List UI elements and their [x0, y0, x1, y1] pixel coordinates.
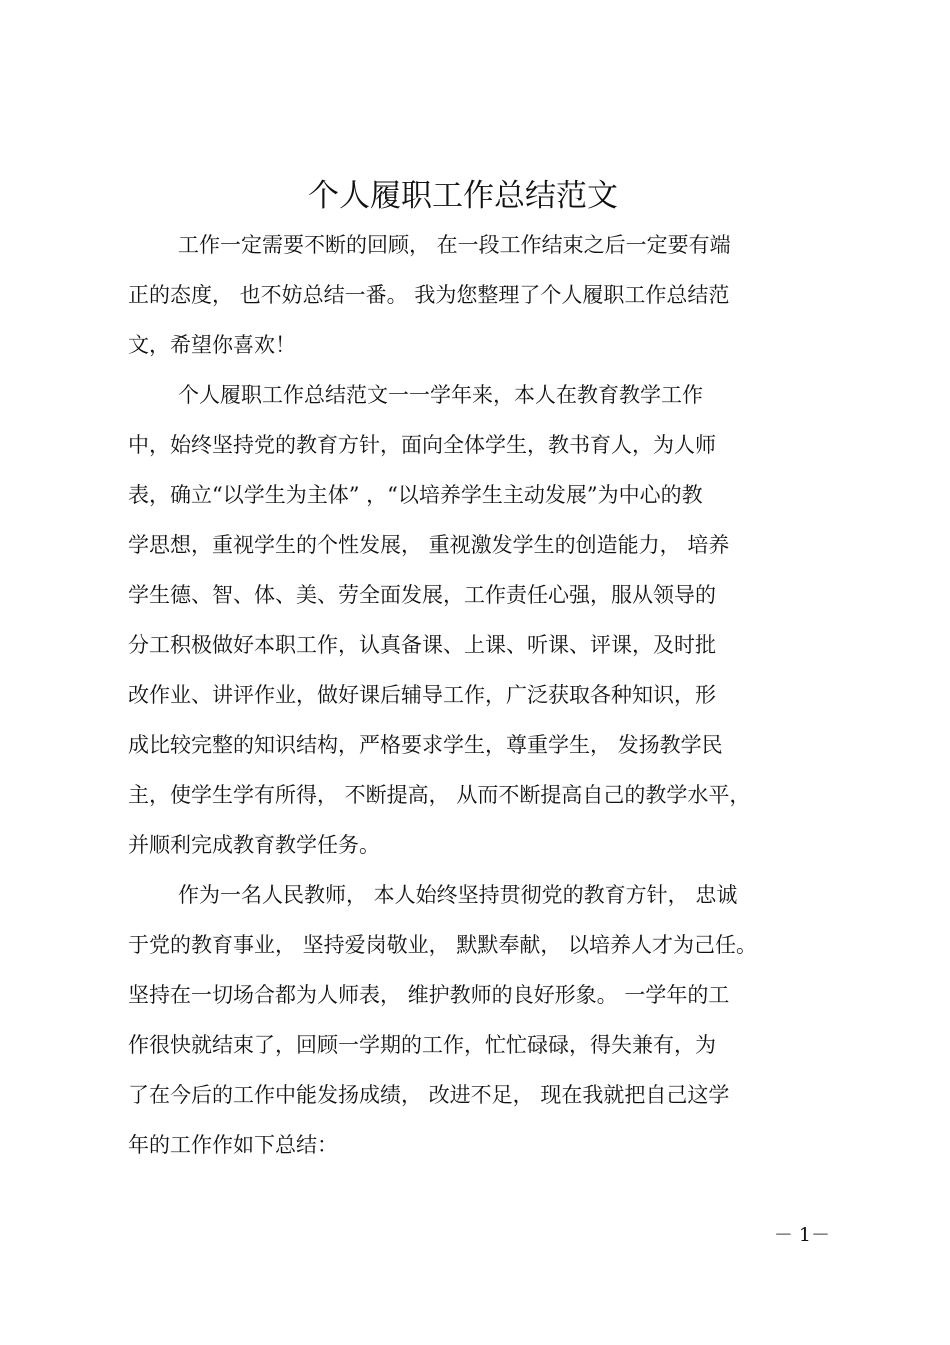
- document-title: 个人履职工作总结范文: [308, 178, 618, 214]
- text-line: 年的工作作如下总结：: [128, 1133, 338, 1157]
- text-line: 学思想，重视学生的个性发展， 重视激发学生的创造能力， 培养: [128, 533, 730, 557]
- text-line: 改作业、讲评作业，做好课后辅导工作，广泛获取各种知识，形: [128, 683, 716, 707]
- text-line: 成比较完整的知识结构，严格要求学生，尊重学生， 发扬教学民: [128, 733, 723, 757]
- text-line: 表，确立“以学生为主体” ，“以培养学生主动发展”为中心的教: [128, 483, 703, 507]
- text-line: 工作一定需要不断的回顾， 在一段工作结束之后一定要有端: [178, 233, 731, 257]
- text-line: 分工积极做好本职工作，认真备课、上课、听课、评课，及时批: [128, 633, 716, 657]
- text-line: 中，始终坚持党的教育方针，面向全体学生，教书育人，为人师: [128, 433, 716, 457]
- text-line: 了在今后的工作中能发扬成绩， 改进不足， 现在我就把自己这学: [128, 1083, 730, 1107]
- text-line: 主，使学生学有所得， 不断提高， 从而不断提高自己的教学水平，: [128, 783, 751, 807]
- text-line: 作很快就结束了，回顾一学期的工作，忙忙碌碌，得失兼有，为: [128, 1033, 716, 1057]
- text-line: 作为一名人民教师， 本人始终坚持贯彻党的教育方针， 忠诚: [178, 883, 738, 907]
- text-line: 文，希望你喜欢！: [128, 333, 296, 357]
- text-line: 个人履职工作总结范文一一学年来，本人在教育教学工作: [178, 383, 703, 407]
- page-number: － 1－: [773, 1224, 830, 1246]
- text-line: 并顺利完成教育教学任务。: [128, 833, 380, 857]
- text-line: 于党的教育事业， 坚持爱岗敬业， 默默奉献， 以培养人才为己任。: [128, 933, 758, 957]
- document-body: [128, 228, 838, 1178]
- text-line: 正的态度， 也不妨总结一番。 我为您整理了个人履职工作总结范: [128, 283, 730, 307]
- text-line: 坚持在一切场合都为人师表， 维护教师的良好形象。 一学年的工: [128, 983, 730, 1007]
- text-line: 学生德、智、体、美、劳全面发展，工作责任心强，服从领导的: [128, 583, 716, 607]
